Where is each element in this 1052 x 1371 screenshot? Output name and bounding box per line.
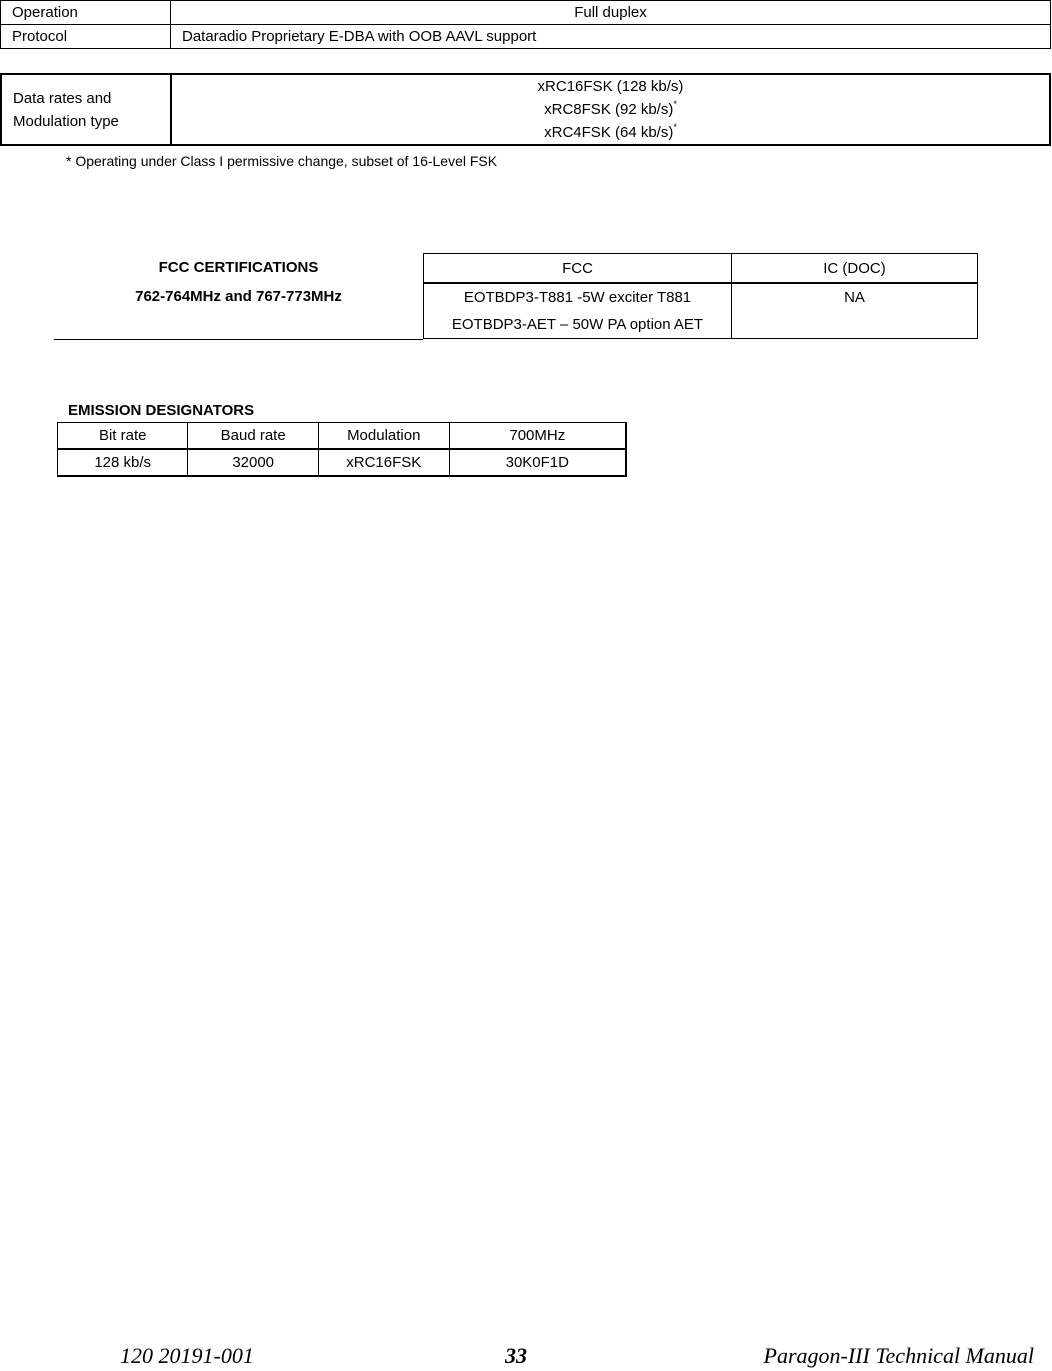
- baud-rate-cell: 32000: [188, 449, 319, 476]
- table-header-row: [58, 423, 627, 450]
- page-footer: [0, 1343, 1052, 1371]
- emission-designators-heading: EMISSION DESIGNATORS: [68, 402, 255, 419]
- fcc-certifications-title: FCC CERTIFICATIONS: [158, 259, 319, 276]
- table-header-row: [424, 254, 978, 284]
- protocol-label: Protocol: [1, 25, 171, 49]
- data-rates-label-line2: Modulation type: [13, 112, 119, 130]
- rate-item: xRC16FSK (128 kb/s): [537, 78, 684, 95]
- document-number: 120 20191-001: [120, 1343, 254, 1368]
- data-rates-label: [1, 74, 171, 145]
- footnote-mark: *: [673, 99, 677, 109]
- ic-value-cell: NA: [732, 283, 978, 339]
- bit-rate-cell: 128 kb/s: [58, 449, 188, 476]
- bit-rate-header: Bit rate: [58, 423, 188, 450]
- data-rates-footnote: * Operating under Class I permissive change, subset of 16-Level FSK: [66, 153, 498, 169]
- operation-label: Operation: [1, 1, 171, 25]
- protocol-value: Dataradio Proprietary E-DBA with OOB AAVL support: [171, 25, 1051, 49]
- fcc-id: EOTBDP3-AET – 50W PA option AET: [451, 316, 704, 333]
- fcc-values-cell: [424, 283, 732, 339]
- table-row: [58, 449, 627, 476]
- fcc-column-header: FCC: [424, 254, 732, 284]
- data-rates-values: [171, 74, 1050, 145]
- data-rates-label-line1: Data rates and: [13, 89, 112, 107]
- table-row: [424, 283, 978, 339]
- modulation-header: Modulation: [318, 423, 449, 450]
- fcc-frequency-range: 762-764MHz and 767-773MHz: [135, 288, 342, 305]
- emission-designators-table: [57, 422, 627, 477]
- ic-column-header: IC (DOC): [732, 254, 978, 284]
- baud-rate-header: Baud rate: [188, 423, 319, 450]
- footnote-mark: *: [673, 122, 677, 132]
- page-number: 33: [505, 1343, 527, 1368]
- fcc-divider: [54, 339, 423, 340]
- data-rates-table: [0, 73, 1051, 146]
- table-row: [1, 1, 1051, 25]
- table-row: [1, 25, 1051, 49]
- fcc-certifications-heading: [54, 253, 423, 311]
- rate-item: xRC4FSK (64 kb/s)*: [544, 122, 677, 141]
- 700mhz-cell: 30K0F1D: [449, 449, 626, 476]
- operation-value: Full duplex: [171, 1, 1051, 25]
- manual-title: Paragon-III Technical Manual: [763, 1343, 1034, 1368]
- spec-table: [0, 0, 1051, 49]
- table-row: [1, 74, 1050, 145]
- 700mhz-header: 700MHz: [449, 423, 626, 450]
- modulation-cell: xRC16FSK: [318, 449, 449, 476]
- rate-item: xRC8FSK (92 kb/s)*: [544, 99, 677, 118]
- fcc-id: EOTBDP3-T881 -5W exciter T881: [463, 289, 692, 306]
- fcc-certifications-table: [423, 253, 978, 339]
